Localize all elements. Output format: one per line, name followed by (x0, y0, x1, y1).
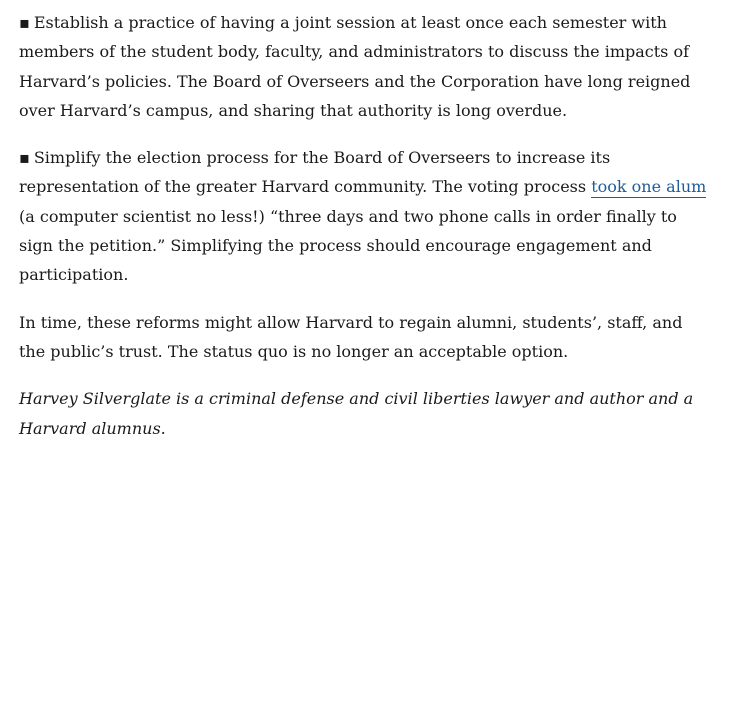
took-one-alum-link[interactable]: took one alum (591, 177, 707, 197)
article-body (19, 8, 709, 461)
bullet-icon: ▪ (19, 148, 30, 168)
reform-item-joint-session (19, 8, 709, 125)
author-byline: Harvey Silverglate is a criminal defense and civil liberties lawyer and author and a Harvard alumnus. (19, 389, 694, 438)
conclusion-paragraph: In time, these reforms might allow Harvard to regain alumni, students’, staff, and the public’s trust. The status quo is no longer an acceptable option. (19, 312, 683, 361)
reform-item-text: Simplify the election process for the Board of Overseers to increase its representation of the greater Harvard community. The voting process (19, 148, 611, 197)
bullet-icon: ▪ (19, 13, 30, 32)
reform-item-text-continued: (a computer scientist no less!) “three days and two phone calls in order finally to sign the petition.” Simplifying the process should encourage engagement and participation. (19, 206, 677, 285)
reform-item-election-process (19, 143, 709, 289)
reform-item-text: Establish a practice of having a joint session at least once each semester with members of the student body, faculty, and administrators to discuss the impacts of Harvard’s policies. The Board of Overseers and the Corporation have long reigned over Harvard’s campus, and sharing that authority is long overdue. (19, 13, 691, 120)
